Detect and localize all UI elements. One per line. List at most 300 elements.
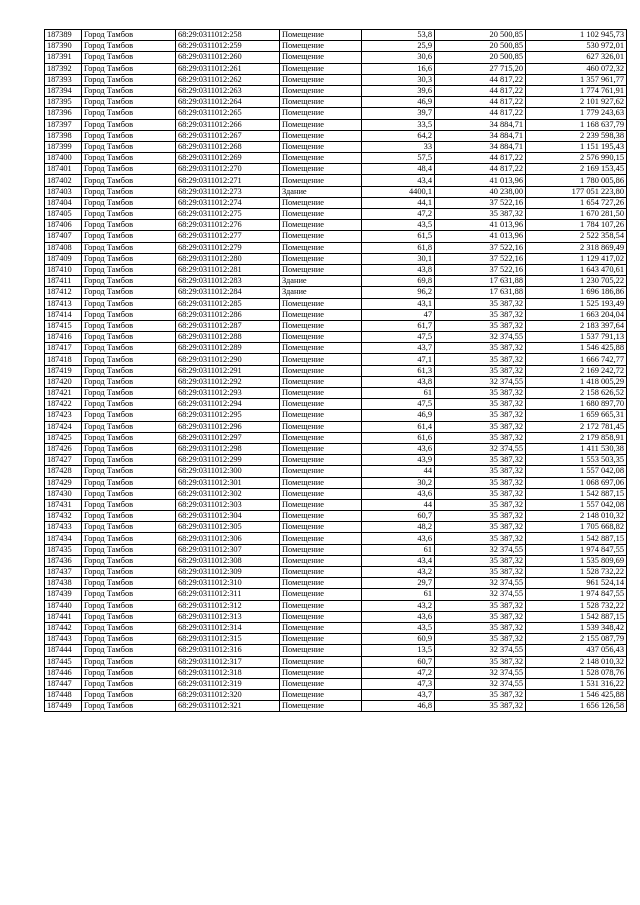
object-type-cell: Помещение [280, 567, 362, 578]
cadastral-value-cell: 437 056,43 [526, 645, 627, 656]
table-row [45, 578, 627, 589]
cadastral-value-cell: 1 542 887,15 [526, 533, 627, 544]
specific-value-cell: 17 631,88 [435, 287, 526, 298]
area-cell: 61 [362, 388, 435, 399]
row-number-cell: 187407 [45, 231, 82, 242]
table-row [45, 309, 627, 320]
object-type-cell: Помещение [280, 376, 362, 387]
table-row [45, 108, 627, 119]
row-number-cell: 187442 [45, 622, 82, 633]
cadastral-value-cell: 2 158 626,52 [526, 388, 627, 399]
area-cell: 43,1 [362, 298, 435, 309]
cadastral-number-cell: 68:29:0311012:294 [176, 399, 280, 410]
cadastral-number-cell: 68:29:0311012:306 [176, 533, 280, 544]
table-row [45, 511, 627, 522]
cadastral-number-cell: 68:29:0311012:283 [176, 276, 280, 287]
area-cell: 96,2 [362, 287, 435, 298]
area-cell: 39,6 [362, 85, 435, 96]
object-type-cell: Помещение [280, 622, 362, 633]
cadastral-value-cell: 2 101 927,62 [526, 97, 627, 108]
locality-cell: Город Тамбов [82, 332, 176, 343]
cadastral-number-cell: 68:29:0311012:287 [176, 320, 280, 331]
locality-cell: Город Тамбов [82, 522, 176, 533]
cadastral-number-cell: 68:29:0311012:298 [176, 443, 280, 454]
row-number-cell: 187438 [45, 578, 82, 589]
locality-cell: Город Тамбов [82, 578, 176, 589]
locality-cell: Город Тамбов [82, 108, 176, 119]
table-row [45, 220, 627, 231]
table-row [45, 656, 627, 667]
object-type-cell: Помещение [280, 499, 362, 510]
specific-value-cell: 32 374,55 [435, 544, 526, 555]
row-number-cell: 187418 [45, 354, 82, 365]
cadastral-value-cell: 460 072,32 [526, 63, 627, 74]
cadastral-number-cell: 68:29:0311012:265 [176, 108, 280, 119]
row-number-cell: 187440 [45, 600, 82, 611]
area-cell: 43,6 [362, 443, 435, 454]
area-cell: 47,2 [362, 209, 435, 220]
cadastral-value-cell: 1 151 195,43 [526, 141, 627, 152]
cadastral-value-cell: 2 318 869,49 [526, 242, 627, 253]
object-type-cell: Помещение [280, 30, 362, 41]
row-number-cell: 187432 [45, 511, 82, 522]
cadastral-value-cell: 1 542 887,15 [526, 488, 627, 499]
row-number-cell: 187396 [45, 108, 82, 119]
area-cell: 43,8 [362, 264, 435, 275]
row-number-cell: 187409 [45, 253, 82, 264]
cadastral-number-cell: 68:29:0311012:304 [176, 511, 280, 522]
area-cell: 43,9 [362, 455, 435, 466]
table-row [45, 354, 627, 365]
specific-value-cell: 37 522,16 [435, 264, 526, 275]
row-number-cell: 187413 [45, 298, 82, 309]
row-number-cell: 187403 [45, 186, 82, 197]
locality-cell: Город Тамбов [82, 701, 176, 712]
cadastral-value-cell: 1 528 732,22 [526, 567, 627, 578]
table-row [45, 622, 627, 633]
object-type-cell: Помещение [280, 108, 362, 119]
table-row [45, 276, 627, 287]
cadastral-number-cell: 68:29:0311012:315 [176, 634, 280, 645]
specific-value-cell: 37 522,16 [435, 253, 526, 264]
table-row [45, 343, 627, 354]
cadastral-number-cell: 68:29:0311012:305 [176, 522, 280, 533]
table-row [45, 298, 627, 309]
specific-value-cell: 35 387,32 [435, 555, 526, 566]
object-type-cell: Помещение [280, 119, 362, 130]
locality-cell: Город Тамбов [82, 455, 176, 466]
table-row [45, 320, 627, 331]
area-cell: 33 [362, 141, 435, 152]
area-cell: 46,9 [362, 97, 435, 108]
cadastral-value-cell: 2 169 153,45 [526, 164, 627, 175]
specific-value-cell: 44 817,22 [435, 74, 526, 85]
specific-value-cell: 35 387,32 [435, 567, 526, 578]
row-number-cell: 187410 [45, 264, 82, 275]
object-type-cell: Помещение [280, 533, 362, 544]
cadastral-number-cell: 68:29:0311012:301 [176, 477, 280, 488]
area-cell: 33,5 [362, 119, 435, 130]
cadastral-value-cell: 1 557 042,08 [526, 499, 627, 510]
locality-cell: Город Тамбов [82, 511, 176, 522]
specific-value-cell: 20 500,85 [435, 52, 526, 63]
cadastral-value-cell: 1 666 742,77 [526, 354, 627, 365]
locality-cell: Город Тамбов [82, 164, 176, 175]
locality-cell: Город Тамбов [82, 488, 176, 499]
area-cell: 47,5 [362, 332, 435, 343]
specific-value-cell: 41 013,96 [435, 231, 526, 242]
locality-cell: Город Тамбов [82, 678, 176, 689]
area-cell: 43,2 [362, 600, 435, 611]
locality-cell: Город Тамбов [82, 253, 176, 264]
object-type-cell: Помещение [280, 74, 362, 85]
locality-cell: Город Тамбов [82, 555, 176, 566]
cadastral-number-cell: 68:29:0311012:271 [176, 175, 280, 186]
locality-cell: Город Тамбов [82, 645, 176, 656]
object-type-cell: Помещение [280, 141, 362, 152]
cadastral-number-cell: 68:29:0311012:290 [176, 354, 280, 365]
row-number-cell: 187433 [45, 522, 82, 533]
area-cell: 69,8 [362, 276, 435, 287]
table-row [45, 119, 627, 130]
table-row [45, 63, 627, 74]
row-number-cell: 187405 [45, 209, 82, 220]
specific-value-cell: 35 387,32 [435, 622, 526, 633]
row-number-cell: 187397 [45, 119, 82, 130]
area-cell: 61 [362, 589, 435, 600]
cadastral-number-cell: 68:29:0311012:291 [176, 365, 280, 376]
cadastral-number-cell: 68:29:0311012:274 [176, 197, 280, 208]
locality-cell: Город Тамбов [82, 30, 176, 41]
area-cell: 25,9 [362, 41, 435, 52]
specific-value-cell: 32 374,55 [435, 376, 526, 387]
cadastral-value-cell: 2 172 781,45 [526, 421, 627, 432]
specific-value-cell: 35 387,32 [435, 634, 526, 645]
row-number-cell: 187439 [45, 589, 82, 600]
row-number-cell: 187421 [45, 388, 82, 399]
specific-value-cell: 35 387,32 [435, 388, 526, 399]
locality-cell: Город Тамбов [82, 276, 176, 287]
cadastral-number-cell: 68:29:0311012:296 [176, 421, 280, 432]
locality-cell: Город Тамбов [82, 175, 176, 186]
cadastral-number-cell: 68:29:0311012:307 [176, 544, 280, 555]
cadastral-value-cell: 1 779 243,63 [526, 108, 627, 119]
locality-cell: Город Тамбов [82, 622, 176, 633]
specific-value-cell: 44 817,22 [435, 108, 526, 119]
locality-cell: Город Тамбов [82, 533, 176, 544]
table-row [45, 264, 627, 275]
cadastral-number-cell: 68:29:0311012:273 [176, 186, 280, 197]
row-number-cell: 187401 [45, 164, 82, 175]
table-row [45, 209, 627, 220]
row-number-cell: 187416 [45, 332, 82, 343]
cadastral-value-cell: 1 411 530,38 [526, 443, 627, 454]
table-row [45, 242, 627, 253]
specific-value-cell: 35 387,32 [435, 209, 526, 220]
specific-value-cell: 37 522,16 [435, 242, 526, 253]
area-cell: 43,6 [362, 488, 435, 499]
table-row [45, 231, 627, 242]
object-type-cell: Здание [280, 287, 362, 298]
cadastral-value-cell: 2 522 358,54 [526, 231, 627, 242]
locality-cell: Город Тамбов [82, 287, 176, 298]
row-number-cell: 187390 [45, 41, 82, 52]
table-row [45, 488, 627, 499]
locality-cell: Город Тамбов [82, 119, 176, 130]
area-cell: 48,2 [362, 522, 435, 533]
specific-value-cell: 44 817,22 [435, 164, 526, 175]
specific-value-cell: 41 013,96 [435, 175, 526, 186]
table-row [45, 164, 627, 175]
locality-cell: Город Тамбов [82, 320, 176, 331]
locality-cell: Город Тамбов [82, 41, 176, 52]
row-number-cell: 187449 [45, 701, 82, 712]
area-cell: 43,2 [362, 567, 435, 578]
cadastral-number-cell: 68:29:0311012:314 [176, 622, 280, 633]
cadastral-value-table [44, 29, 627, 712]
specific-value-cell: 41 013,96 [435, 220, 526, 231]
cadastral-number-cell: 68:29:0311012:266 [176, 119, 280, 130]
table-row [45, 287, 627, 298]
locality-cell: Город Тамбов [82, 97, 176, 108]
object-type-cell: Здание [280, 186, 362, 197]
cadastral-value-cell: 1 670 281,50 [526, 209, 627, 220]
specific-value-cell: 27 715,20 [435, 63, 526, 74]
cadastral-value-cell: 1 656 126,58 [526, 701, 627, 712]
locality-cell: Город Тамбов [82, 186, 176, 197]
cadastral-number-cell: 68:29:0311012:316 [176, 645, 280, 656]
row-number-cell: 187434 [45, 533, 82, 544]
row-number-cell: 187441 [45, 611, 82, 622]
specific-value-cell: 35 387,32 [435, 690, 526, 701]
object-type-cell: Помещение [280, 667, 362, 678]
specific-value-cell: 35 387,32 [435, 600, 526, 611]
row-number-cell: 187422 [45, 399, 82, 410]
cadastral-number-cell: 68:29:0311012:320 [176, 690, 280, 701]
cadastral-value-cell: 1 168 637,79 [526, 119, 627, 130]
object-type-cell: Помещение [280, 421, 362, 432]
area-cell: 47,3 [362, 678, 435, 689]
row-number-cell: 187398 [45, 130, 82, 141]
cadastral-number-cell: 68:29:0311012:313 [176, 611, 280, 622]
object-type-cell: Помещение [280, 242, 362, 253]
table-row [45, 533, 627, 544]
specific-value-cell: 35 387,32 [435, 522, 526, 533]
specific-value-cell: 20 500,85 [435, 30, 526, 41]
object-type-cell: Помещение [280, 63, 362, 74]
object-type-cell: Помещение [280, 544, 362, 555]
area-cell: 43,5 [362, 622, 435, 633]
object-type-cell: Помещение [280, 678, 362, 689]
row-number-cell: 187394 [45, 85, 82, 96]
specific-value-cell: 35 387,32 [435, 410, 526, 421]
table-row [45, 399, 627, 410]
row-number-cell: 187425 [45, 432, 82, 443]
row-number-cell: 187445 [45, 656, 82, 667]
locality-cell: Город Тамбов [82, 466, 176, 477]
row-number-cell: 187427 [45, 455, 82, 466]
object-type-cell: Помещение [280, 432, 362, 443]
area-cell: 53,8 [362, 30, 435, 41]
cadastral-value-cell: 2 148 010,32 [526, 511, 627, 522]
cadastral-number-cell: 68:29:0311012:286 [176, 309, 280, 320]
area-cell: 30,6 [362, 52, 435, 63]
area-cell: 44,1 [362, 197, 435, 208]
area-cell: 47,2 [362, 667, 435, 678]
object-type-cell: Помещение [280, 354, 362, 365]
area-cell: 61,5 [362, 231, 435, 242]
object-type-cell: Помещение [280, 309, 362, 320]
area-cell: 43,5 [362, 220, 435, 231]
area-cell: 47 [362, 309, 435, 320]
area-cell: 44 [362, 466, 435, 477]
specific-value-cell: 32 374,55 [435, 645, 526, 656]
specific-value-cell: 35 387,32 [435, 499, 526, 510]
row-number-cell: 187443 [45, 634, 82, 645]
specific-value-cell: 44 817,22 [435, 97, 526, 108]
area-cell: 30,3 [362, 74, 435, 85]
area-cell: 64,2 [362, 130, 435, 141]
locality-cell: Город Тамбов [82, 477, 176, 488]
locality-cell: Город Тамбов [82, 667, 176, 678]
cadastral-number-cell: 68:29:0311012:300 [176, 466, 280, 477]
table-row [45, 567, 627, 578]
specific-value-cell: 35 387,32 [435, 309, 526, 320]
object-type-cell: Помещение [280, 97, 362, 108]
specific-value-cell: 34 884,71 [435, 141, 526, 152]
area-cell: 43,7 [362, 343, 435, 354]
area-cell: 61,7 [362, 320, 435, 331]
locality-cell: Город Тамбов [82, 600, 176, 611]
object-type-cell: Помещение [280, 634, 362, 645]
locality-cell: Город Тамбов [82, 130, 176, 141]
specific-value-cell: 35 387,32 [435, 298, 526, 309]
object-type-cell: Помещение [280, 220, 362, 231]
locality-cell: Город Тамбов [82, 220, 176, 231]
row-number-cell: 187448 [45, 690, 82, 701]
object-type-cell: Помещение [280, 488, 362, 499]
specific-value-cell: 44 817,22 [435, 85, 526, 96]
cadastral-value-cell: 1 102 945,73 [526, 30, 627, 41]
table-row [45, 477, 627, 488]
object-type-cell: Помещение [280, 332, 362, 343]
cadastral-value-cell: 1 974 847,55 [526, 544, 627, 555]
cadastral-value-cell: 1 531 316,22 [526, 678, 627, 689]
specific-value-cell: 35 387,32 [435, 365, 526, 376]
specific-value-cell: 35 387,32 [435, 320, 526, 331]
table-row [45, 30, 627, 41]
cadastral-value-cell: 1 525 193,49 [526, 298, 627, 309]
table-row [45, 634, 627, 645]
table-body [45, 30, 627, 712]
locality-cell: Город Тамбов [82, 197, 176, 208]
row-number-cell: 187436 [45, 555, 82, 566]
row-number-cell: 187437 [45, 567, 82, 578]
object-type-cell: Помещение [280, 264, 362, 275]
specific-value-cell: 20 500,85 [435, 41, 526, 52]
cadastral-number-cell: 68:29:0311012:269 [176, 153, 280, 164]
locality-cell: Город Тамбов [82, 153, 176, 164]
cadastral-value-cell: 1 418 005,29 [526, 376, 627, 387]
row-number-cell: 187392 [45, 63, 82, 74]
specific-value-cell: 37 522,16 [435, 197, 526, 208]
object-type-cell: Помещение [280, 231, 362, 242]
cadastral-number-cell: 68:29:0311012:289 [176, 343, 280, 354]
object-type-cell: Здание [280, 276, 362, 287]
cadastral-number-cell: 68:29:0311012:299 [176, 455, 280, 466]
locality-cell: Город Тамбов [82, 74, 176, 85]
cadastral-number-cell: 68:29:0311012:318 [176, 667, 280, 678]
specific-value-cell: 35 387,32 [435, 656, 526, 667]
cadastral-value-cell: 627 326,01 [526, 52, 627, 63]
cadastral-value-cell: 1 537 791,13 [526, 332, 627, 343]
table-row [45, 667, 627, 678]
object-type-cell: Помещение [280, 522, 362, 533]
row-number-cell: 187406 [45, 220, 82, 231]
object-type-cell: Помещение [280, 253, 362, 264]
cadastral-value-cell: 1 974 847,55 [526, 589, 627, 600]
locality-cell: Город Тамбов [82, 209, 176, 220]
locality-cell: Город Тамбов [82, 443, 176, 454]
specific-value-cell: 35 387,32 [435, 421, 526, 432]
locality-cell: Город Тамбов [82, 354, 176, 365]
cadastral-number-cell: 68:29:0311012:276 [176, 220, 280, 231]
cadastral-value-cell: 177 051 223,80 [526, 186, 627, 197]
object-type-cell: Помещение [280, 388, 362, 399]
table-row [45, 701, 627, 712]
locality-cell: Город Тамбов [82, 376, 176, 387]
area-cell: 46,9 [362, 410, 435, 421]
cadastral-number-cell: 68:29:0311012:311 [176, 589, 280, 600]
object-type-cell: Помещение [280, 443, 362, 454]
locality-cell: Город Тамбов [82, 365, 176, 376]
table-row [45, 85, 627, 96]
locality-cell: Город Тамбов [82, 264, 176, 275]
cadastral-number-cell: 68:29:0311012:310 [176, 578, 280, 589]
object-type-cell: Помещение [280, 365, 362, 376]
table-row [45, 197, 627, 208]
locality-cell: Город Тамбов [82, 231, 176, 242]
cadastral-value-cell: 1 774 761,91 [526, 85, 627, 96]
object-type-cell: Помещение [280, 209, 362, 220]
cadastral-number-cell: 68:29:0311012:309 [176, 567, 280, 578]
row-number-cell: 187423 [45, 410, 82, 421]
area-cell: 61,6 [362, 432, 435, 443]
cadastral-number-cell: 68:29:0311012:275 [176, 209, 280, 220]
object-type-cell: Помещение [280, 578, 362, 589]
area-cell: 60,7 [362, 656, 435, 667]
object-type-cell: Помещение [280, 399, 362, 410]
cadastral-value-cell: 1 705 668,82 [526, 522, 627, 533]
row-number-cell: 187411 [45, 276, 82, 287]
specific-value-cell: 35 387,32 [435, 455, 526, 466]
specific-value-cell: 35 387,32 [435, 343, 526, 354]
table-row [45, 365, 627, 376]
area-cell: 43,4 [362, 555, 435, 566]
area-cell: 61,8 [362, 242, 435, 253]
cadastral-number-cell: 68:29:0311012:319 [176, 678, 280, 689]
object-type-cell: Помещение [280, 164, 362, 175]
locality-cell: Город Тамбов [82, 388, 176, 399]
cadastral-number-cell: 68:29:0311012:284 [176, 287, 280, 298]
cadastral-value-cell: 2 155 087,79 [526, 634, 627, 645]
cadastral-number-cell: 68:29:0311012:268 [176, 141, 280, 152]
cadastral-value-cell: 1 654 727,26 [526, 197, 627, 208]
table-row [45, 141, 627, 152]
locality-cell: Город Тамбов [82, 52, 176, 63]
row-number-cell: 187420 [45, 376, 82, 387]
row-number-cell: 187391 [45, 52, 82, 63]
